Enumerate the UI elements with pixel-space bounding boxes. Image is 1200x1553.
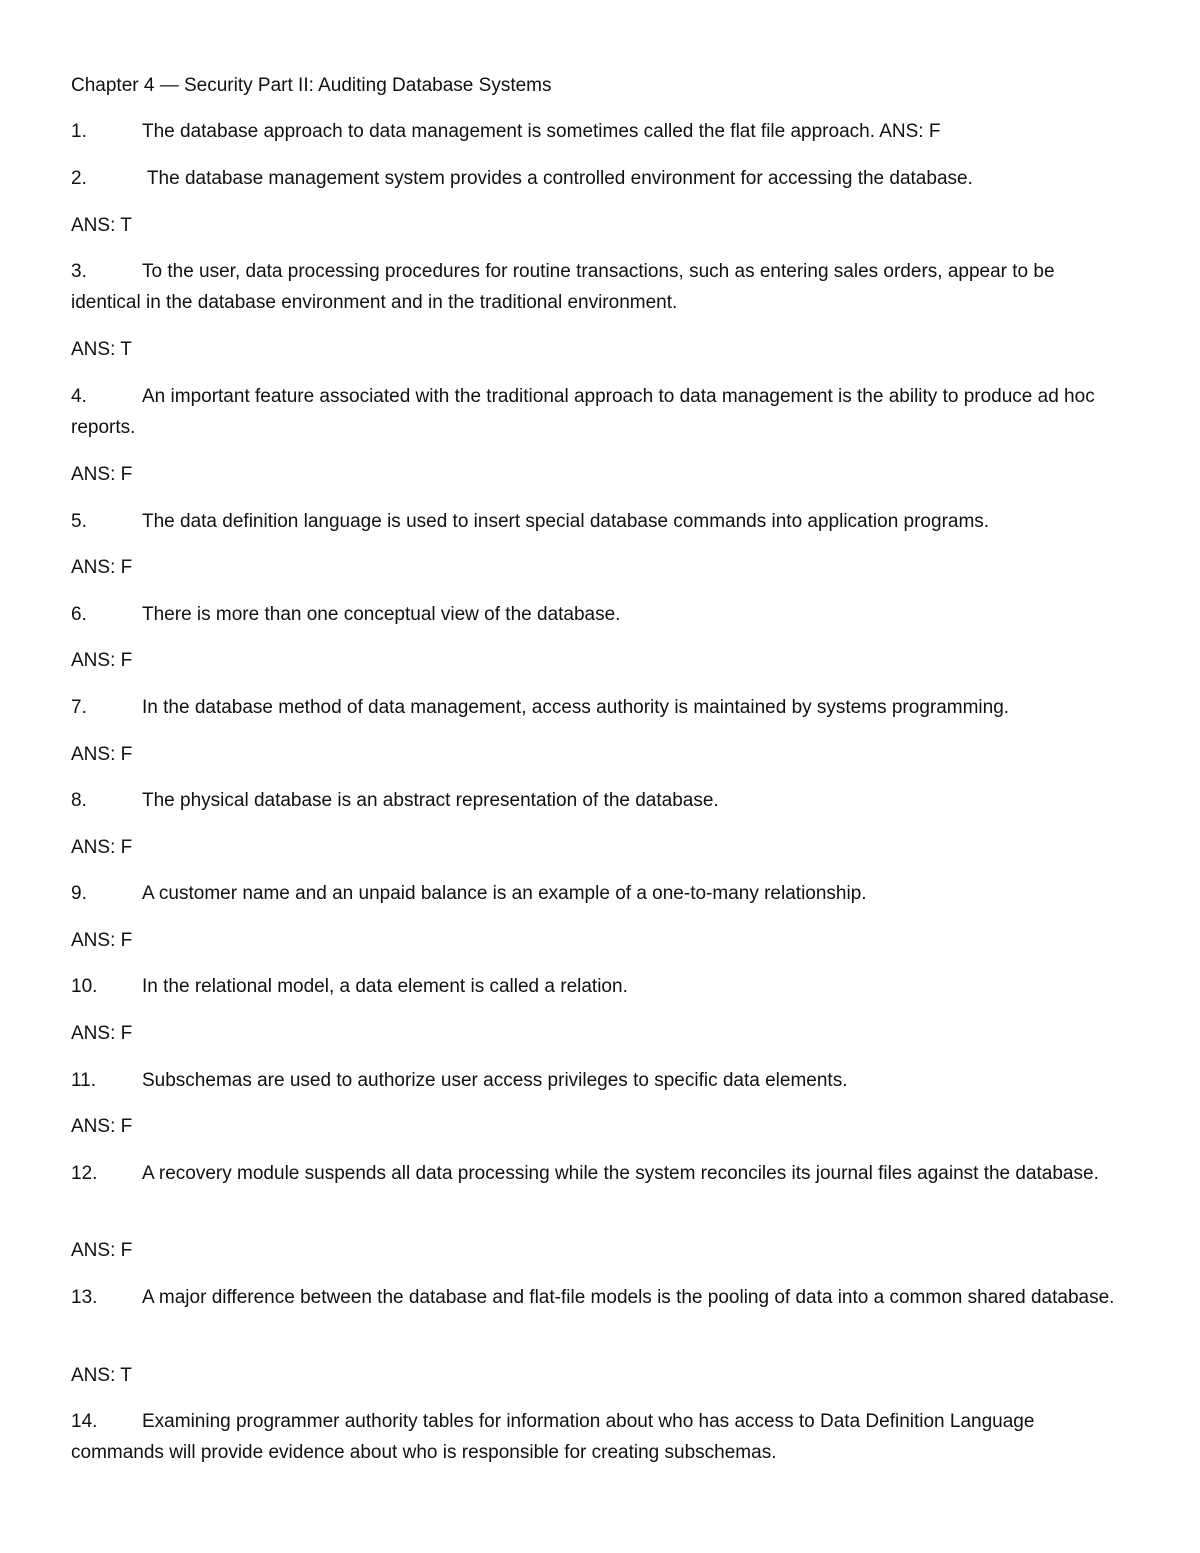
- question-text: Examining programmer authority tables for information about who has access to Data Definition Language commands will provide evidence about who is responsible for creating subschemas.: [71, 1411, 1035, 1463]
- question-4: [71, 381, 1126, 443]
- question-10: [71, 971, 628, 1002]
- answer-7: ANS: F: [71, 744, 133, 765]
- question-text: The database management system provides a controlled environment for accessing the database.: [142, 168, 973, 189]
- question-text: The data definition language is used to insert special database commands into application programs.: [142, 511, 990, 532]
- answer-9: ANS: F: [71, 930, 133, 951]
- question-number: 1.: [71, 121, 87, 142]
- question-number: 10.: [71, 976, 98, 997]
- question-text: In the relational model, a data element is called a relation.: [142, 976, 628, 997]
- question-number: 7.: [71, 697, 87, 718]
- question-13: [71, 1282, 1126, 1313]
- question-text: The database approach to data management is sometimes called the flat file approach. ANS: F: [142, 121, 941, 142]
- question-14: [71, 1406, 1126, 1468]
- question-number: 3.: [71, 261, 87, 282]
- answer-8: ANS: F: [71, 837, 133, 858]
- question-text: Subschemas are used to authorize user access privileges to specific data elements.: [142, 1070, 848, 1091]
- question-text: To the user, data processing procedures for routine transactions, such as entering sales orders, appear to be identical in the database environment and in the traditional environment.: [71, 261, 1055, 313]
- question-11: [71, 1065, 847, 1096]
- answer-4: ANS: F: [71, 464, 133, 485]
- question-7: [71, 692, 1009, 723]
- question-number: 5.: [71, 511, 87, 532]
- question-text: An important feature associated with the traditional approach to data management is the ability to produce ad hoc reports.: [71, 386, 1095, 438]
- question-number: 9.: [71, 883, 87, 904]
- question-2: [71, 163, 973, 194]
- question-9: [71, 878, 867, 909]
- question-12: [71, 1158, 1126, 1189]
- question-3: [71, 256, 1126, 318]
- question-8: [71, 785, 719, 816]
- answer-10: ANS: F: [71, 1023, 133, 1044]
- question-number: 14.: [71, 1411, 98, 1432]
- answer-3: ANS: T: [71, 339, 132, 360]
- question-5: [71, 506, 989, 537]
- question-text: A customer name and an unpaid balance is an example of a one-to-many relationship.: [142, 883, 867, 904]
- question-text: The physical database is an abstract representation of the database.: [142, 790, 719, 811]
- question-1: [71, 116, 940, 147]
- question-number: 11.: [71, 1070, 97, 1091]
- question-number: 12.: [71, 1163, 98, 1184]
- question-number: 4.: [71, 386, 87, 407]
- answer-13: ANS: T: [71, 1365, 132, 1386]
- question-text: A recovery module suspends all data processing while the system reconciles its journal files against the database.: [142, 1163, 1099, 1184]
- question-text: A major difference between the database and flat-file models is the pooling of data into a common shared database.: [142, 1287, 1115, 1308]
- question-number: 13.: [71, 1287, 98, 1308]
- question-text: In the database method of data management, access authority is maintained by systems programming.: [142, 697, 1010, 718]
- question-number: 2.: [71, 168, 87, 189]
- question-number: 6.: [71, 604, 87, 625]
- answer-6: ANS: F: [71, 650, 133, 671]
- answer-5: ANS: F: [71, 557, 133, 578]
- answer-11: ANS: F: [71, 1116, 133, 1137]
- question-6: [71, 599, 620, 630]
- question-text: There is more than one conceptual view of the database.: [142, 604, 621, 625]
- answer-2: ANS: T: [71, 215, 132, 236]
- page-title: Chapter 4 — Security Part II: Auditing Database Systems: [71, 75, 552, 96]
- question-number: 8.: [71, 790, 87, 811]
- answer-12: ANS: F: [71, 1240, 133, 1261]
